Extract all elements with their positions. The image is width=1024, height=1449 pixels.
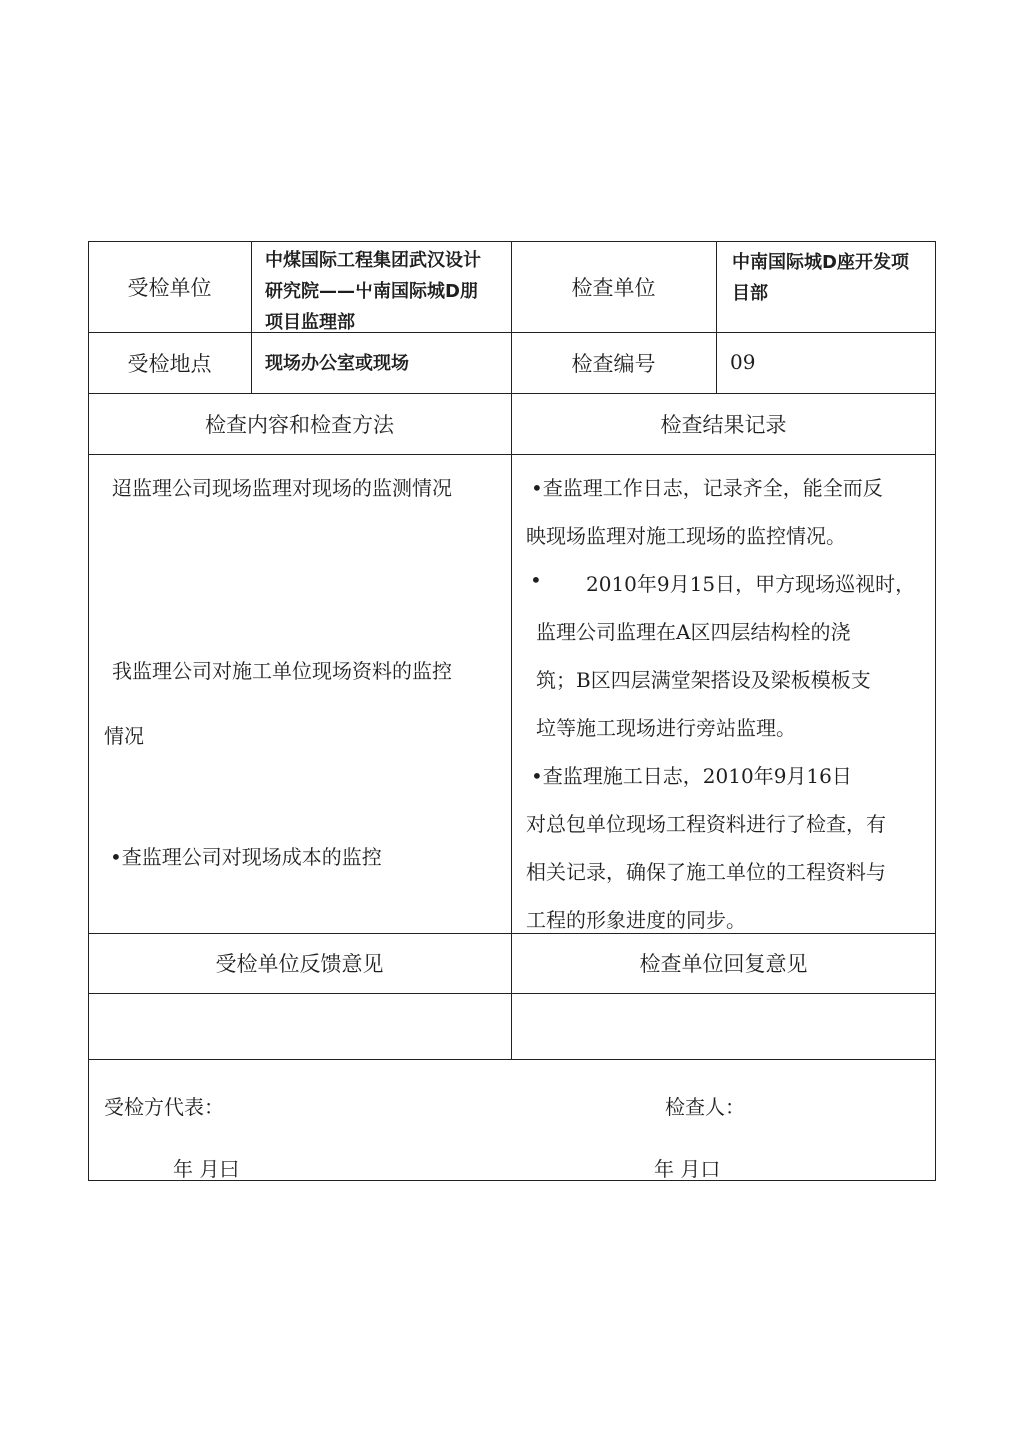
result-line: 相关记录，确保了施工单位的工程资料与 (526, 860, 886, 884)
result-line: 映现场监理对施工现场的监控情况。 (526, 524, 846, 548)
result-line: 对总包单位现场工程资料进行了检查，有 (526, 812, 886, 836)
inspected-unit-value: 中煤国际工程集团武汉设计 研究院——屮南国际城D朋 项目监理部 (265, 250, 481, 333)
inspector-unit-label: 检查单位 (571, 275, 656, 300)
content-item-1: 迢监理公司现场监理对现场的监测情况 (112, 476, 452, 500)
row-divider (88, 454, 936, 455)
inspector-reply-header: 检查单位回复意见 (639, 952, 808, 976)
result-line: 工程的形象进度的同步。 (526, 908, 746, 932)
inspected-unit-label: 受检单位 (127, 275, 212, 300)
col-divider (716, 241, 717, 393)
result-line: •查监理施工日志，2010年9月16日 (531, 764, 852, 788)
content-item-2-line-2: 情况 (104, 724, 144, 748)
result-record-header: 检查结果记录 (660, 412, 787, 437)
content-item-2-line-1: 我监理公司对施工单位现场资料的监控 (112, 659, 452, 683)
location-value: 现场办公室或现场 (265, 353, 409, 374)
inspector-unit-value: 中南国际城D座开发项 目部 (732, 252, 909, 304)
inspected-representative-label: 受检方代表： (104, 1095, 224, 1119)
inspected-feedback-field[interactable] (88, 993, 511, 1059)
location-label: 受检地点 (127, 351, 212, 376)
content-item-3: •查监理公司对现场成本的监控 (110, 845, 382, 869)
date-right: 年 月口 (654, 1157, 721, 1181)
result-line: 2010年9月15日，甲方现场巡视时， (586, 572, 916, 596)
date-left: 年 月曰 (173, 1157, 240, 1181)
inspection-form (88, 241, 936, 1181)
inspector-reply-field[interactable] (511, 993, 936, 1059)
inspected-feedback-header: 受检单位反馈意见 (215, 952, 384, 976)
content-method-header: 检查内容和检查方法 (205, 412, 394, 437)
inspection-number-label: 检查编号 (571, 351, 656, 376)
result-bullet: • (530, 568, 542, 592)
result-line: 监理公司监理在A区四层结构栓的浇 (536, 620, 851, 644)
result-line: •查监理工作日志，记录齐全，能全而反 (531, 476, 883, 500)
col-divider (251, 241, 252, 393)
result-line: 筑；B区四层满堂架搭设及梁板模板支 (536, 668, 871, 692)
row-divider (88, 1059, 936, 1060)
result-line: 垃等施工现场进行旁站监理。 (536, 716, 796, 740)
inspection-number-value: 09 (730, 350, 756, 374)
inspector-label: 检查人： (665, 1095, 745, 1119)
